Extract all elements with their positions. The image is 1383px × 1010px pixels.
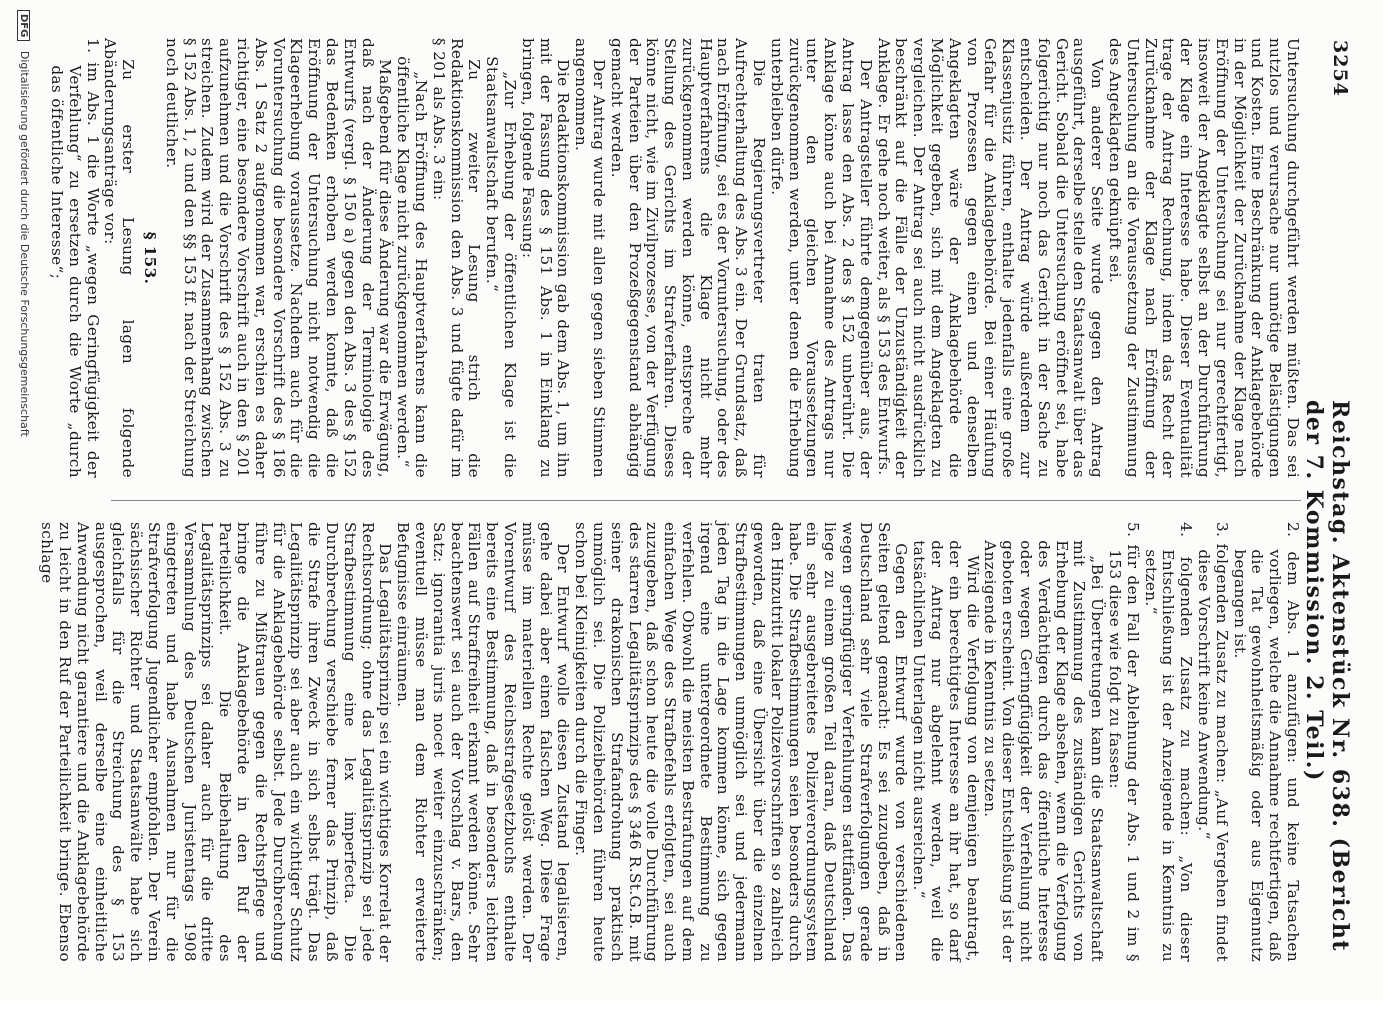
dfg-logo: DFG [17, 10, 30, 41]
paragraph: Der Antrag wurde mit allen gegen sieben Stimmen angenommen. [572, 38, 608, 478]
paragraph: 3. folgenden Zusatz zu machen: „Auf Vergehen findet diese Vorschrift keine Anwendung.“ [1195, 522, 1231, 962]
paragraph: Wird die Verfolgung von demjenigen beantragt, der ein berechtigtes Interesse an ihr hat, so darf der Antrag nur abgelehnt werden, weil die tatsächlichen Unterlagen nicht ausreichen.“ [910, 540, 982, 962]
column-divider [111, 500, 1301, 501]
paragraph: „Zur Erhebung der öffentlichen Klage ist die Staatsanwaltschaft berufen.“ [483, 56, 519, 478]
paragraph: Gegen den Entwurf wurde von verschiedenen Seiten geltend gemacht: Es sei zuzugeben, daß in Deutschland sehr viele Strafverfolgungen gerade wegen geringfügiger Verfehlungen stattfänden. Das liege zu einem großen Teil daran, daß Deutschland ein sehr ausgebreitetes Polizeiverordnungssystem habe. Die Strafbestimmungen seien besonders durch den Hinzutritt lokaler Polizeivorschriften so zahlreich geworden, daß eine Übersicht über die einzelnen Strafbestimmungen unmöglich sei und jedermann jeden Tag in die Lage kommen könne, sich gegen irgend eine untergeordnete Bestimmung zu verfehlen. Obwohl die meisten Bestrafungen auf dem einfachen Wege des Strafbefehls erfolgten, sei auch zuzugeben, daß schon heute die volle Durchführung des starren Legalitätsprinzips des § 346 R.St.G.B. mit seiner drakonischen Strafandrohung praktisch unmöglich sei. Die Polizeibehörden führen heute schon bei Kleinigkeiten durch die Finger. [572, 522, 911, 962]
digitization-credit [17, 0, 31, 1010]
right-column [37, 522, 1301, 962]
paragraph: 4. folgenden Zusatz zu machen: „Von dieser Entschließung ist der Anzeigende in Kenntnis zu setzen.“ [1141, 522, 1196, 962]
paragraph: Untersuchung durchgeführt werden müßten. Das sei nutzlos und verursache nur unnötige Belästigungen und Kosten. Eine Beschränkung der Anklagebehörde in der Möglichkeit der Zurücknahme der Klage nach Eröffnung der Untersuchung sei nur gerechtfertigt, insoweit der Angeklagte selbst an der Durchführung der Klage ein Interesse habe. Dieser Eventualität trage der Antrag Rechnung, indem das Recht der Zurücknahme der Klage nach Eröffnung der Untersuchung an die Voraussetzung der Zustimmung des Angeklagten geknüpft sei. [1106, 38, 1302, 478]
paragraph: Von anderer Seite wurde gegen den Antrag ausgeführt, derselbe stelle den Staatsanwalt über das Gericht. Sobald die Untersuchung eröffnet sei, habe folgerichtig nur noch das Gericht in der Sache zu entscheiden. Der Antrag würde außerdem zur Klassenjustiz führen, enthalte jedenfalls eine große Gefahr für die Anklagebehörde. Bei einer Häufung von Prozessen gegen einen und denselben Angeklagten wäre der Anklagebehörde die Möglichkeit gegeben, sich mit dem Angeklagten zu vergleichen. Der Antrag sei auch nicht ausdrücklich beschränkt auf die Fälle der Unzuständigkeit der Anklage. Er gehe noch weiter, als § 153 des Entwurfs. [874, 38, 1107, 478]
paragraph: Der Entwurf wolle diesen Zustand legalisieren, gehe dabei aber einen falschen Weg. Diese Frage müsse im materiellen Rechte gelöst werden. Der Vorentwurf des Reichsstrafgesetzbuchs enthalte bereits eine Bestimmung, daß in besonders leichten Fällen auf Straffreiheit erkannt werden könne. Sehr beachtenswert sei auch der Vorschlag v. Bars, den Satz: ignorantia juris nocet weiter einzuschränken; eventuell müsse man dem Richter erweiterte Befugnisse einräumen. [394, 522, 573, 962]
left-column [47, 38, 1301, 478]
credit-text: Digitalisierung gefördert durch die Deutsche Forschungsgemeinschaft [18, 50, 31, 437]
paragraph: Das Legalitätsprinzip sei ein wichtiges Korrelat der Rechtsordnung; ohne das Legalitätsprinzip sei jede Strafbestimmung eine lex imperfecta. Die Durchbrechung verschiebe ferner das Prinzip, daß die Strafe ihren Zweck in sich selbst trägt. Das Legalitätsprinzip sei aber auch ein wichtiger Schutz für die Anklagebehörde selbst. Jede Durchbrechung führe zu Mißtrauen gegen die Rechtspflege und bringe die Anklagebehörde in den Ruf der Parteilichkeit. Die Beibehaltung des Legalitätsprinzips sei daher auch für die dritte Versammlung des Deutschen Juristentags 1908 eingetreten und habe Ausnahmen nur für die Strafverfolgung Jugendlicher empfohlen. Der Verein sächsischer Richter und Staatsanwälte habe sich gleichfalls für die Streichung des § 153 ausgesprochen, weil derselbe eine einheitliche Anwendung nicht garantiere und die Anklagebehörde zu leicht in den Ruf der Parteilichkeit bringe. Ebenso schlage [38, 522, 395, 962]
paragraph: „Nach Eröffnung des Hauptverfahrens kann die öffentliche Klage nicht zurückgenommen werden.“ [394, 56, 430, 478]
paragraph: Die Regierungsvertreter traten für Aufrechterhaltung des Abs. 3 ein. Der Grundsatz, daß nach Eröffnung, sei es der Voruntersuchung, oder des Hauptverfahrens die Klage nicht mehr zurückgenommen werden könne, entspreche der Stellung des Gerichts im Strafverfahren. Dieses könne nicht, wie im Zivilprozesse, von der Verfügung der Parteien über den Prozeßgegenstand abhängig gemacht werden. [607, 38, 769, 478]
paragraph: Der Antragsteller führte demgegenüber aus, der Antrag lasse den Abs. 2 des § 152 unberührt. Die Anklage könne auch bei Annahme des Antrags nur unter den gleichen Voraussetzungen zurückgenommen werden, unter denen die Erhebung unterbleiben dürfe. [767, 38, 875, 478]
paragraph: Maßgebend für diese Änderung war die Erwägung, daß nach der Änderung der Terminologie des Entwurfs (vergl. § 150 a) gegen den Abs. 3 des § 152 das Bedenken erhoben werden konnte, daß die Eröffnung der Untersuchung nicht notwendig die Klageerhebung voraussetze. Nachdem auch für die Voruntersuchung die besondere Vorschrift des § 186 Abs. 1 Satz 2 aufgenommen war, erschien es daher richtiger, eine besondere Vorschrift auch in den § 201 aufzunehmen und die Vorschrift des § 152 Abs. 3 zu streichen. Zudem wird der Zusammenhang zwischen § 152 Abs. 1, 2 und den §§ 153 ff. nach der Streichung noch deutlicher. [162, 38, 395, 478]
paragraph: 2. dem Abs. 1 anzufügen: und keine Tatsachen vorliegen, welche die Annahme rechtfertigen, daß die Tat gewohnheitsmäßig oder aus Eigennutz begangen ist. [1230, 522, 1302, 962]
paragraph: § 153. [141, 231, 159, 285]
page-header [1301, 40, 1373, 960]
paragraph: 5. für den Fall der Ablehnung der Abs. 1 und 2 im § 153 diese wie folgt zu fassen: [1106, 522, 1142, 962]
page-number: 3254 [1329, 40, 1351, 97]
running-title: Reichstag. Aktenstück Nr. 638. (Bericht der 7. Kommission. 2. Teil.) [1301, 400, 1353, 953]
paragraph: Zu zweiter Lesung strich die Redaktionskommission den Abs. 3 und fügte dafür im § 201 als Abs. 3 ein: [429, 38, 484, 478]
paragraph: Die Redaktionskommission gab dem Abs. 1, um ihn mit der Fassung des § 151 Abs. 1 in Einklang zu bringen, folgende Fassung: [518, 38, 573, 478]
paragraph: „Bei Übertretungen kann die Staatsanwaltschaft mit Zustimmung des zuständigen Gerichts von Erhebung der Klage absehen, wenn die Verfolgung des Verdächtigen durch das öffentliche Interesse oder wegen Geringfügigkeit der Verfehlung nicht geboten erscheint. Von dieser Entschließung ist der Anzeigende in Kenntnis zu setzen. [981, 540, 1107, 962]
paragraph: Zu erster Lesung lagen folgende Abänderungsanträge vor: [101, 38, 138, 478]
paragraph: 1. im Abs. 1 die Worte „wegen Geringfügigkeit der Verfehlung“ zu ersetzen durch die Worte „durch das öffentliche Interesse“; [48, 38, 102, 478]
